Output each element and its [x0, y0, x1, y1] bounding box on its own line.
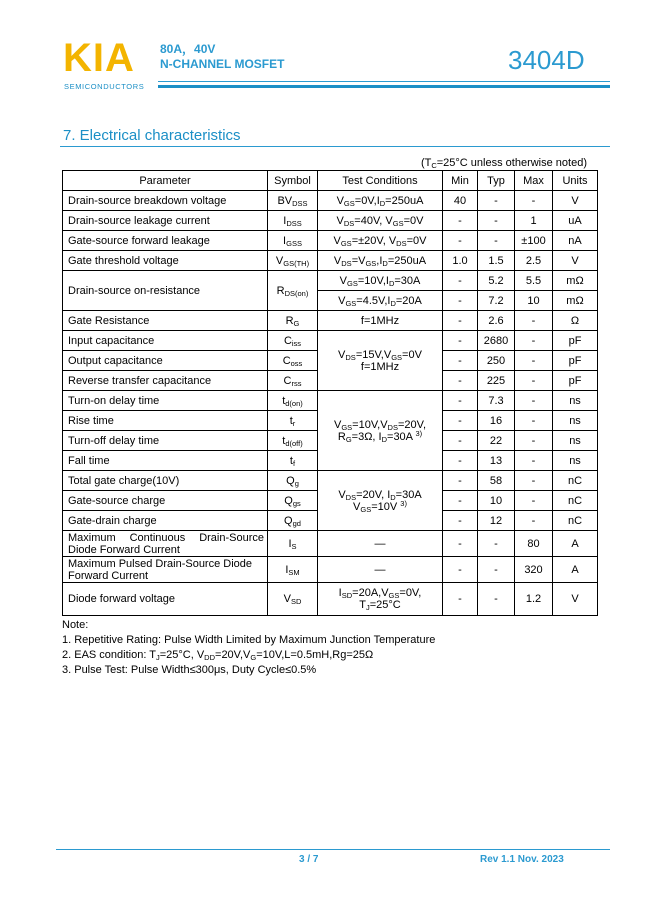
test-cell: $V_{DS}=V_{GS},I_D=250uA$: [318, 251, 443, 271]
unit-cell: mΩ: [553, 271, 598, 291]
typ-cell: 7.2: [478, 291, 515, 311]
typ-cell: -: [478, 211, 515, 231]
unit-cell: V: [553, 191, 598, 211]
typ-cell: 13: [478, 451, 515, 471]
part-number: 3404D: [508, 45, 585, 75]
min-cell: -: [443, 291, 478, 311]
typ-cell: 10: [478, 491, 515, 511]
table-row: [63, 251, 598, 271]
unit-cell: pF: [553, 351, 598, 371]
typ-cell: 2680: [478, 331, 515, 351]
min-cell: -: [443, 331, 478, 351]
symbol-cell: $R_{DS(on)}$: [268, 271, 318, 311]
param-cell: Diode forward voltage: [63, 583, 268, 616]
typ-cell: 2.6: [478, 311, 515, 331]
typ-cell: 250: [478, 351, 515, 371]
unit-cell: Ω: [553, 311, 598, 331]
min-cell: -: [443, 211, 478, 231]
param-cell: Gate-drain charge: [63, 511, 268, 531]
header-min: Min: [443, 171, 478, 191]
symbol-cell: $I_S$: [268, 531, 318, 557]
test-cell: $V_{DS}=40V$, $V_{GS}=0V$: [318, 211, 443, 231]
param-cell: Turn-on delay time: [63, 391, 268, 411]
symbol-cell: $C_{iss}$: [268, 331, 318, 351]
typ-cell: 5.2: [478, 271, 515, 291]
symbol-cell: $V_{GS(TH)}$: [268, 251, 318, 271]
header-parameter: Parameter: [63, 171, 268, 191]
param-cell: Drain-source leakage current: [63, 211, 268, 231]
header-max: Max: [515, 171, 553, 191]
symbol-cell: $BV_{DSS}$: [268, 191, 318, 211]
test-cell: $I_{SD}=20A,V_{GS}=0V$, $T_J=25^\circ C$: [318, 583, 443, 616]
unit-cell: ns: [553, 411, 598, 431]
test-cell: $V_{DS}=20V$, $I_D=30A$ $V_{GS}=10V$ $^{3)}$: [318, 471, 443, 531]
unit-cell: ns: [553, 431, 598, 451]
typ-cell: -: [478, 191, 515, 211]
max-cell: 1: [515, 211, 553, 231]
max-cell: -: [515, 451, 553, 471]
test-cell: $V_{GS}=10V,V_{DS}=20V$, $R_G=3\Omega$, $I_D=30A$ $^{3)}$: [318, 391, 443, 471]
max-cell: -: [515, 391, 553, 411]
max-cell: -: [515, 191, 553, 211]
min-cell: -: [443, 531, 478, 557]
max-cell: ±100: [515, 231, 553, 251]
unit-cell: pF: [553, 371, 598, 391]
header-rule-thin: [158, 81, 610, 82]
max-cell: 320: [515, 557, 553, 583]
param-cell: Gate-source forward leakage: [63, 231, 268, 251]
symbol-cell: $I_{GSS}$: [268, 231, 318, 251]
note-item: 1. Repetitive Rating: Pulse Width Limited by Maximum Junction Temperature: [62, 634, 436, 646]
table-row: [63, 211, 598, 231]
header-test-conditions: Test Conditions: [318, 171, 443, 191]
table-row: [63, 231, 598, 251]
unit-cell: A: [553, 531, 598, 557]
table-row: [63, 557, 598, 583]
test-cell: f=1MHz: [318, 311, 443, 331]
symbol-cell: $I_{DSS}$: [268, 211, 318, 231]
symbol-cell: $t_{d(off)}$: [268, 431, 318, 451]
typ-cell: -: [478, 583, 515, 616]
section-rule: [60, 146, 610, 147]
param-cell: Drain-source breakdown voltage: [63, 191, 268, 211]
header-symbol: Symbol: [268, 171, 318, 191]
min-cell: -: [443, 351, 478, 371]
notes-heading: Note:: [62, 619, 89, 631]
symbol-cell: $Q_{gd}$: [268, 511, 318, 531]
min-cell: -: [443, 583, 478, 616]
symbol-cell: $V_{SD}$: [268, 583, 318, 616]
unit-cell: ns: [553, 451, 598, 471]
test-cell: $V_{GS}=4.5V,I_D=20A$: [318, 291, 443, 311]
unit-cell: V: [553, 583, 598, 616]
max-cell: -: [515, 471, 553, 491]
param-cell: Reverse transfer capacitance: [63, 371, 268, 391]
symbol-cell: $t_r$: [268, 411, 318, 431]
max-cell: -: [515, 331, 553, 351]
company-logo: KIA: [63, 36, 135, 80]
unit-cell: nC: [553, 471, 598, 491]
test-cell: $V_{GS}=0V,I_D=250uA$: [318, 191, 443, 211]
unit-cell: uA: [553, 211, 598, 231]
typ-cell: -: [478, 557, 515, 583]
symbol-cell: $t_f$: [268, 451, 318, 471]
footer-rule: [56, 849, 610, 850]
typ-cell: 225: [478, 371, 515, 391]
min-cell: -: [443, 471, 478, 491]
typ-cell: 12: [478, 511, 515, 531]
param-cell: Fall time: [63, 451, 268, 471]
min-cell: -: [443, 391, 478, 411]
table-header-row: [63, 171, 598, 191]
param-cell: Maximum Pulsed Drain-Source Diode Forward Current: [63, 557, 268, 583]
max-cell: -: [515, 511, 553, 531]
note-item: 2. EAS condition: $T_J=25^\circ C$, $V_{DD}=20V,V_G=10V,L=0.5mH,Rg=25\Omega$: [62, 649, 374, 662]
product-type: N-CHANNEL MOSFET: [160, 57, 285, 71]
param-cell: Input capacitance: [63, 331, 268, 351]
unit-cell: A: [553, 557, 598, 583]
min-cell: -: [443, 271, 478, 291]
table-row: [63, 583, 598, 616]
test-cell: —: [318, 557, 443, 583]
note-item: 3. Pulse Test: Pulse Width≤300μs, Duty Cycle≤0.5%: [62, 664, 317, 676]
table-row: [63, 331, 598, 351]
min-cell: 40: [443, 191, 478, 211]
test-condition-note: ($T_C=25^\circ C$ unless otherwise noted): [420, 157, 587, 170]
typ-cell: -: [478, 531, 515, 557]
max-cell: -: [515, 411, 553, 431]
max-cell: 10: [515, 291, 553, 311]
table-row: [63, 191, 598, 211]
unit-cell: mΩ: [553, 291, 598, 311]
min-cell: -: [443, 431, 478, 451]
header-rule-thick: [158, 85, 610, 88]
min-cell: -: [443, 411, 478, 431]
param-cell: Maximum Continuous Drain-Source Diode Forward Current: [63, 531, 268, 557]
symbol-cell: $t_{d(on)}$: [268, 391, 318, 411]
unit-cell: nA: [553, 231, 598, 251]
header-typ: Typ: [478, 171, 515, 191]
symbol-cell: $R_G$: [268, 311, 318, 331]
min-cell: -: [443, 511, 478, 531]
table-row: [63, 471, 598, 491]
min-cell: 1.0: [443, 251, 478, 271]
max-cell: 2.5: [515, 251, 553, 271]
typ-cell: 58: [478, 471, 515, 491]
param-cell: Rise time: [63, 411, 268, 431]
page-number: 3 / 7: [299, 854, 319, 865]
notes-block: [62, 618, 435, 678]
unit-cell: nC: [553, 491, 598, 511]
min-cell: -: [443, 371, 478, 391]
test-cell: $V_{GS}=10V,I_D=30A$: [318, 271, 443, 291]
max-cell: 5.5: [515, 271, 553, 291]
typ-cell: 7.3: [478, 391, 515, 411]
min-cell: -: [443, 491, 478, 511]
symbol-cell: $Q_g$: [268, 471, 318, 491]
table-row: [63, 531, 598, 557]
product-rating: 80A，40V: [160, 42, 216, 56]
unit-cell: nC: [553, 511, 598, 531]
param-cell: Drain-source on-resistance: [63, 271, 268, 311]
electrical-characteristics-table: [62, 170, 598, 616]
max-cell: -: [515, 371, 553, 391]
test-cell: —: [318, 531, 443, 557]
param-cell: Gate Resistance: [63, 311, 268, 331]
param-cell: Turn-off delay time: [63, 431, 268, 451]
test-cell: $V_{GS}=\pm 20V$, $V_{DS}=0V$: [318, 231, 443, 251]
revision-date: Rev 1.1 Nov. 2023: [480, 854, 564, 865]
max-cell: 80: [515, 531, 553, 557]
param-cell: Output capacitance: [63, 351, 268, 371]
table-row: [63, 391, 598, 411]
min-cell: -: [443, 231, 478, 251]
symbol-cell: $I_{SM}$: [268, 557, 318, 583]
max-cell: -: [515, 431, 553, 451]
min-cell: -: [443, 311, 478, 331]
unit-cell: pF: [553, 331, 598, 351]
param-cell: Total gate charge(10V): [63, 471, 268, 491]
max-cell: -: [515, 351, 553, 371]
table-row: [63, 311, 598, 331]
min-cell: -: [443, 557, 478, 583]
typ-cell: -: [478, 231, 515, 251]
typ-cell: 1.5: [478, 251, 515, 271]
header-units: Units: [553, 171, 598, 191]
company-logo-subtitle: SEMICONDUCTORS: [64, 82, 145, 91]
symbol-cell: $C_{rss}$: [268, 371, 318, 391]
param-cell: Gate threshold voltage: [63, 251, 268, 271]
symbol-cell: $C_{oss}$: [268, 351, 318, 371]
max-cell: -: [515, 311, 553, 331]
table-row: [63, 271, 598, 291]
unit-cell: V: [553, 251, 598, 271]
test-cell: $V_{DS}=15V,V_{GS}=0V$ f=1MHz: [318, 331, 443, 391]
typ-cell: 22: [478, 431, 515, 451]
max-cell: -: [515, 491, 553, 511]
section-title: 7. Electrical characteristics: [63, 127, 241, 144]
max-cell: 1.2: [515, 583, 553, 616]
param-cell: Gate-source charge: [63, 491, 268, 511]
unit-cell: ns: [553, 391, 598, 411]
min-cell: -: [443, 451, 478, 471]
typ-cell: 16: [478, 411, 515, 431]
symbol-cell: $Q_{gs}$: [268, 491, 318, 511]
